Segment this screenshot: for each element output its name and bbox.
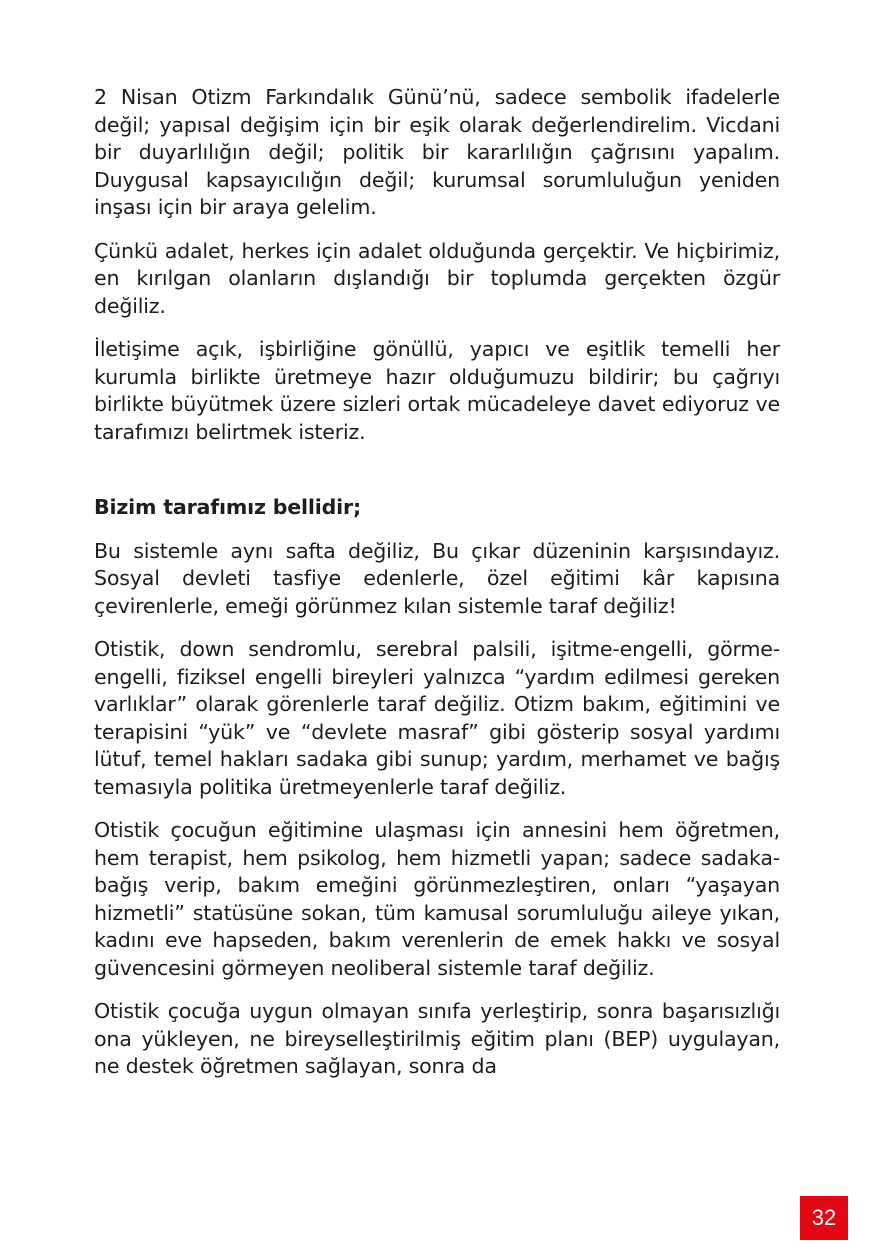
paragraph-education: Otistik çocuğa uygun olmayan sınıfa yerleştirip, sonra başarısızlığı ona yükleyen, ne bireyselleştirilmiş eğitim planı (BEP) uygulayan, ne destek öğretmen sağlayan, sonra da (94, 999, 780, 1078)
section-heading: Bizim tarafımız bellidir; (94, 495, 361, 519)
paragraph-invitation: İletişime açık, işbirliğine gönüllü, yapıcı ve eşitlik temelli her kurumla birlikte üretmeye hazır olduğumuzu bildirir; bu çağrıyı birlikte büyütmek üzere sizleri ortak mücadeleye davet ediyoruz ve tarafımızı belirtmek isteriz. (94, 337, 780, 444)
paragraph-mothers: Otistik çocuğun eğitimine ulaşması için annesini hem öğretmen, hem terapist, hem psikolog, hem hizmetli yapan; sadece sadaka- bağış verip, bakım emeğini görünmezleştiren, onları “yaşayan hizmetli” statüsüne sokan, tüm kamusal sorumluluğu aileye yıkan, kadını eve hapseden, bakım verenlerin de emek hakkı ve sosyal güvencesini görmeyen neoliberal sistemle taraf değiliz. (94, 818, 780, 980)
paragraph-justice: Çünkü adalet, herkes için adalet olduğunda gerçektir. Ve hiçbirimiz, en kırılgan olanların dışlandığı bir toplumda gerçekten özgür değiliz. (94, 238, 780, 318)
document-body (94, 84, 780, 1097)
paragraph-awareness-day: 2 Nisan Otizm Farkındalık Günü’nü, sadece sembolik ifadelerle değil; yapısal değişim için bir eşik olarak değerlendirelim. Vicdani bir duyarlılığın değil; politik bir kararlılığın çağrısını yapalım. Duygusal kapsayıcılığın değil; kurumsal sorumluluğun yeniden inşası için bir araya gelelim. (94, 85, 780, 219)
paragraph-disabilities: Otistik, down sendromlu, serebral palsili, işitme-engelli, görme-engelli, fiziksel engelli bireyleri yalnızca “yardım edilmesi gereken varlıklar” olarak görenlerle taraf değiliz. Otizm bakım, eğitimini ve terapisini “yük” ve “devlete masraf” gibi gösterip sosyal yardımı lütuf, temel hakları sadaka gibi sunup; yardım, merhamet ve bağış temasıyla politika üretmeyenlerle taraf değiliz. (94, 637, 780, 799)
paragraph-system: Bu sistemle aynı safta değiliz, Bu çıkar düzeninin karşısındayız. Sosyal devleti tasfiye edenlerle, özel eğitimi kâr kapısına çevirenlerle, emeği görünmez kılan sistemle taraf değiliz! (94, 538, 780, 618)
page-number-badge: 32 (800, 1196, 848, 1240)
